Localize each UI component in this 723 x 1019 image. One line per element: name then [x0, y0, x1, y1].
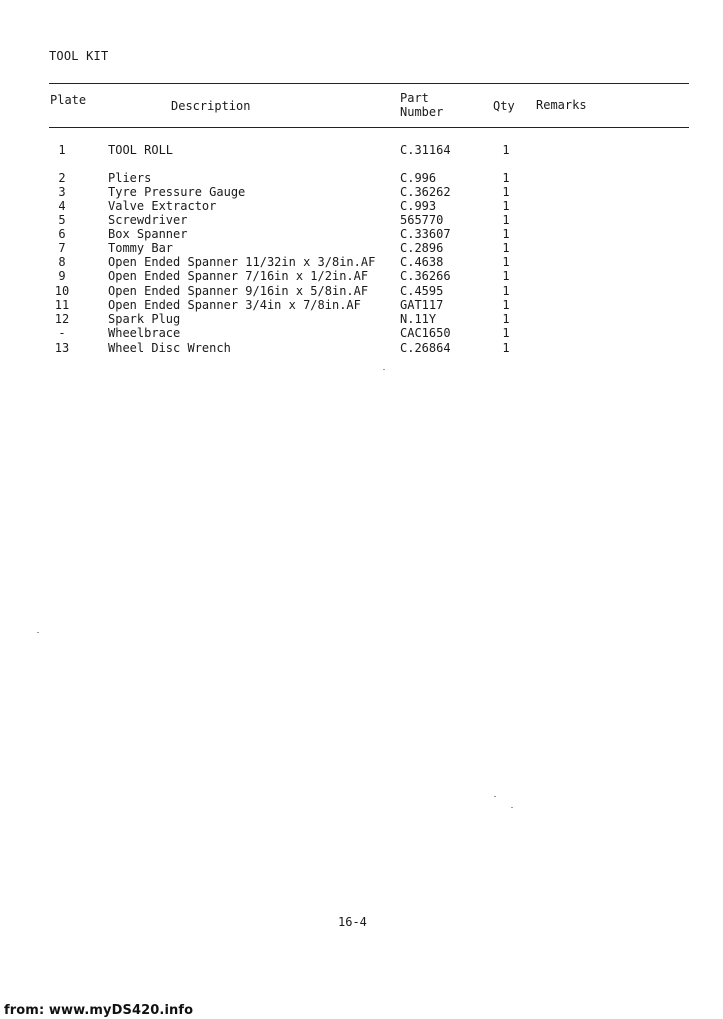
table-row — [0, 298, 723, 312]
cell-part-number: C.36266 — [400, 269, 451, 283]
table-row — [0, 227, 723, 241]
cell-part-number: CAC1650 — [400, 326, 451, 340]
cell-plate: 11 — [54, 298, 70, 312]
table-row — [0, 143, 723, 157]
cell-description: Wheel Disc Wrench — [108, 341, 231, 355]
cell-description: Valve Extractor — [108, 199, 217, 213]
cell-plate: 1 — [58, 143, 66, 157]
table-row — [0, 255, 723, 269]
cell-part-number: C.2896 — [400, 241, 444, 255]
cell-plate: 3 — [58, 185, 66, 199]
cell-description: Wheelbrace — [108, 326, 181, 340]
cell-plate: 5 — [58, 213, 66, 227]
header-qty: Qty — [493, 99, 515, 113]
table-row — [0, 171, 723, 185]
cell-plate: 7 — [58, 241, 66, 255]
cell-part-number: C.993 — [400, 199, 437, 213]
scan-speck — [511, 807, 513, 808]
cell-plate: 9 — [58, 269, 66, 283]
table-row — [0, 241, 723, 255]
cell-part-number: C.4595 — [400, 284, 444, 298]
table-top-rule — [49, 83, 689, 84]
cell-part-number: C.26864 — [400, 341, 451, 355]
cell-plate: 13 — [54, 341, 70, 355]
cell-description: Tommy Bar — [108, 241, 174, 255]
scan-speck — [37, 632, 39, 633]
cell-plate: - — [58, 326, 66, 340]
scan-speck — [383, 369, 385, 370]
table-row — [0, 326, 723, 340]
cell-qty: 1 — [502, 298, 510, 312]
header-remarks: Remarks — [536, 98, 587, 112]
cell-qty: 1 — [502, 269, 510, 283]
header-part-number-line2: Number — [400, 105, 444, 119]
table-header-rule — [49, 127, 689, 128]
cell-part-number: C.31164 — [400, 143, 451, 157]
cell-plate: 8 — [58, 255, 66, 269]
cell-part-number: C.36262 — [400, 185, 451, 199]
cell-qty: 1 — [502, 213, 510, 227]
cell-qty: 1 — [502, 312, 510, 326]
header-plate: Plate — [50, 93, 87, 107]
cell-description: Pliers — [108, 171, 152, 185]
cell-plate: 2 — [58, 171, 66, 185]
cell-description: Spark Plug — [108, 312, 181, 326]
cell-part-number: C.996 — [400, 171, 437, 185]
section-title: TOOL KIT — [49, 49, 109, 63]
cell-qty: 1 — [502, 241, 510, 255]
cell-qty: 1 — [502, 199, 510, 213]
cell-part-number: 565770 — [400, 213, 444, 227]
table-row — [0, 284, 723, 298]
cell-description: Screwdriver — [108, 213, 188, 227]
cell-qty: 1 — [502, 171, 510, 185]
cell-plate: 12 — [54, 312, 70, 326]
header-part-number-line1: Part — [400, 91, 429, 105]
header-part-number — [400, 91, 443, 119]
cell-qty: 1 — [502, 227, 510, 241]
header-description: Description — [171, 99, 251, 113]
cell-part-number: N.11Y — [400, 312, 437, 326]
cell-part-number: C.4638 — [400, 255, 444, 269]
cell-plate: 10 — [54, 284, 70, 298]
cell-qty: 1 — [502, 143, 510, 157]
cell-qty: 1 — [502, 185, 510, 199]
cell-description: Tyre Pressure Gauge — [108, 185, 246, 199]
cell-description: Open Ended Spanner 11/32in x 3/8in.AF — [108, 255, 376, 269]
table-row — [0, 269, 723, 283]
page-number: 16-4 — [338, 915, 367, 929]
table-row — [0, 312, 723, 326]
cell-description: Open Ended Spanner 7/16in x 1/2in.AF — [108, 269, 369, 283]
cell-qty: 1 — [502, 255, 510, 269]
cell-description: Box Spanner — [108, 227, 188, 241]
cell-plate: 6 — [58, 227, 66, 241]
cell-plate: 4 — [58, 199, 66, 213]
cell-part-number: GAT117 — [400, 298, 444, 312]
cell-qty: 1 — [502, 326, 510, 340]
cell-description: Open Ended Spanner 9/16in x 5/8in.AF — [108, 284, 369, 298]
table-row — [0, 341, 723, 355]
cell-qty: 1 — [502, 284, 510, 298]
table-row — [0, 185, 723, 199]
cell-part-number: C.33607 — [400, 227, 451, 241]
source-footer: from: www.myDS420.info — [4, 1003, 194, 1018]
scan-speck — [494, 796, 496, 797]
cell-description: Open Ended Spanner 3/4in x 7/8in.AF — [108, 298, 361, 312]
table-row — [0, 199, 723, 213]
cell-qty: 1 — [502, 341, 510, 355]
cell-description: TOOL ROLL — [108, 143, 174, 157]
table-row — [0, 213, 723, 227]
